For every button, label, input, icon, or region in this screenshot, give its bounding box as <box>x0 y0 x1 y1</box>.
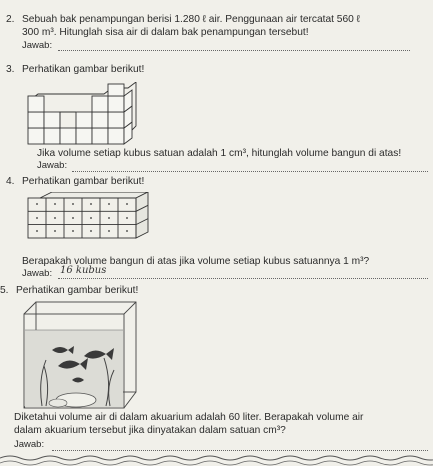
q2-text-line1: Sebuah bak penampungan berisi 1.280 ℓ air. Penggunaan air tercatat 560 ℓ <box>22 14 360 25</box>
q5-number: 5. <box>0 285 9 296</box>
q4-text-line1: Perhatikan gambar berikut! <box>22 176 145 187</box>
q2-number: 2. <box>6 14 15 25</box>
decorative-wave <box>0 454 433 466</box>
q4-text-line2: Berapakah volume bangun di atas jika volume setiap kubus satuannya 1 m³? <box>22 256 370 267</box>
q2-answer-label: Jawab: <box>22 40 53 51</box>
q5-text-line2: Diketahui volume air di dalam akuarium adalah 60 liter. Berapakah volume air <box>14 412 364 423</box>
q2-text-line2: 300 m³. Hitunglah sisa air di dalam bak penampungan tersebut! <box>22 27 309 38</box>
q4-handwritten-answer: 16 kubus <box>60 265 107 276</box>
q4-cube-figure <box>26 192 154 248</box>
q4-number: 4. <box>6 176 15 187</box>
q5-answer-line[interactable] <box>52 450 428 451</box>
q3-cube-figure <box>26 82 138 146</box>
q3-number: 3. <box>6 64 15 75</box>
q3-text-line1: Perhatikan gambar berikut! <box>22 64 145 75</box>
q5-answer-label: Jawab: <box>14 439 45 450</box>
q5-text-line3: dalam akuarium tersebut jika dinyatakan dalam satuan cm³? <box>14 425 286 436</box>
q4-answer-line[interactable] <box>58 278 428 279</box>
q2-answer-line[interactable] <box>58 50 410 51</box>
q3-text-line2: Jika volume setiap kubus satuan adalah 1 cm³, hitunglah volume bangun di atas! <box>37 148 402 159</box>
q5-text-line1: Perhatikan gambar berikut! <box>16 285 139 296</box>
q3-answer-line[interactable] <box>72 171 428 172</box>
aquarium-figure <box>22 300 140 410</box>
q4-answer-label: Jawab: <box>22 268 53 279</box>
q3-answer-label: Jawab: <box>37 160 68 171</box>
